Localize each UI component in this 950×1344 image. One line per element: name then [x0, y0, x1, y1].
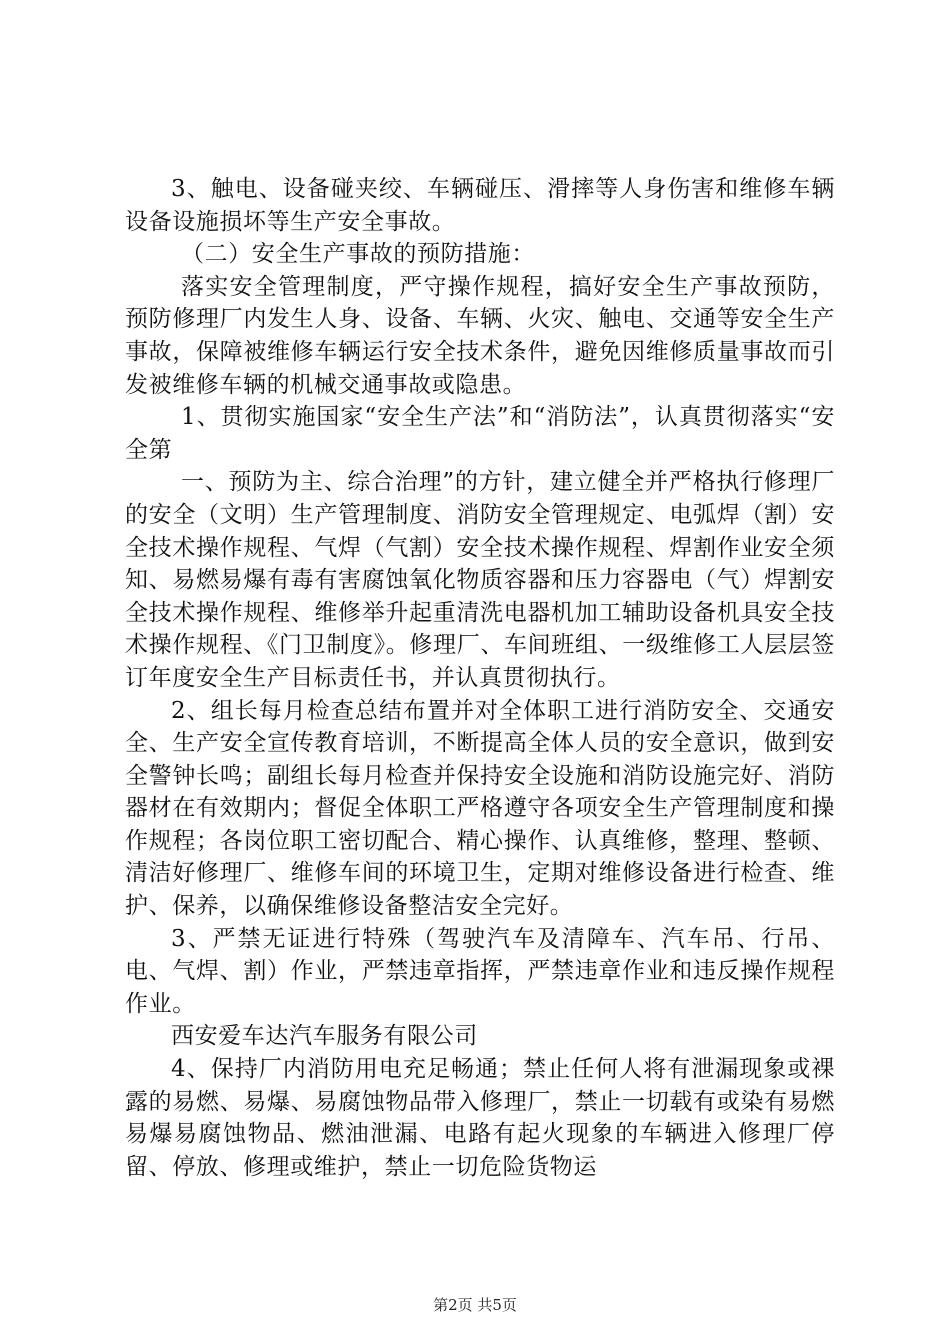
paragraph-item-2: 2、组长每月检查总结布置并对全体职工进行消防安全、交通安全、生产安全宣传教育培训，不断提高全体人员的安全意识，做到安全警钟长鸣；副组长每月检查并保持安全设施和消防设施完好、消防器材在有效期内；督促全体职工严格遵守各项安全生产管理制度和操作规程；各岗位职工密切配合、精心操作、认真维修，整理、整顿、清洁好修理厂、维修车间的环境卫生，定期对维修设备进行检查、维护、保养，以确保维修设备整洁安全完好。 — [125, 697, 835, 920]
document-body — [125, 173, 835, 1183]
section-heading-prevention: （二）安全生产事故的预防措施： — [181, 241, 535, 268]
paragraph-item-3: 3、严禁无证进行特殊（驾驶汽车及清障车、汽车吊、行吊、电、气焊、割）作业，严禁违章指挥，严禁违章作业和违反操作规程作业。 — [125, 925, 835, 1017]
paragraph-safety-management: 落实安全管理制度，严守操作规程，搞好安全生产事故预防，预防修理厂内发生人身、设备、车辆、火灾、触电、交通等安全生产事故，保障被维修车辆运行安全技术条件，避免因维修质量事故而引发被维修车辆的机械交通事故或隐患。 — [125, 273, 835, 398]
company-name: 西安爱车达汽车服务有限公司 — [171, 1023, 478, 1050]
paragraph-item-1: 1、贯彻实施国家“安全生产法”和“消防法”，认真贯彻落实“安全第 — [125, 404, 835, 463]
paragraph-item-1-continued: 一、预防为主、综合治理”的方针，建立健全并严格执行修理厂的安全（文明）生产管理制度、消防安全管理规定、电弧焊（割）安全技术操作规程、气焊（气割）安全技术操作规程、焊割作业安全须知、易燃易爆有毒有害腐蚀氧化物质容器和压力容器电（气）焊割安全技术操作规程、维修举升起重清洗电器机加工辅助设备机具安全技术操作规程、《门卫制度》。修理厂、车间班组、一级维修工人层层签订年度安全生产目标责任书，并认真贯彻执行。 — [125, 469, 835, 691]
paragraph-injury-accidents: 3、触电、设备碰夹绞、车辆碰压、滑摔等人身伤害和维修车辆设备设施损坏等生产安全事故。 — [125, 176, 835, 235]
page-number-footer: 第2页 共5页 — [433, 1296, 517, 1314]
paragraph-item-4: 4、保持厂内消防用电充足畅通；禁止任何人将有泄漏现象或裸露的易燃、易爆、易腐蚀物品带入修理厂，禁止一切载有或染有易燃易爆易腐蚀物品、燃油泄漏、电路有起火现象的车辆进入修理厂停留、停放、修理或维护，禁止一切危险货物运 — [125, 1056, 835, 1180]
